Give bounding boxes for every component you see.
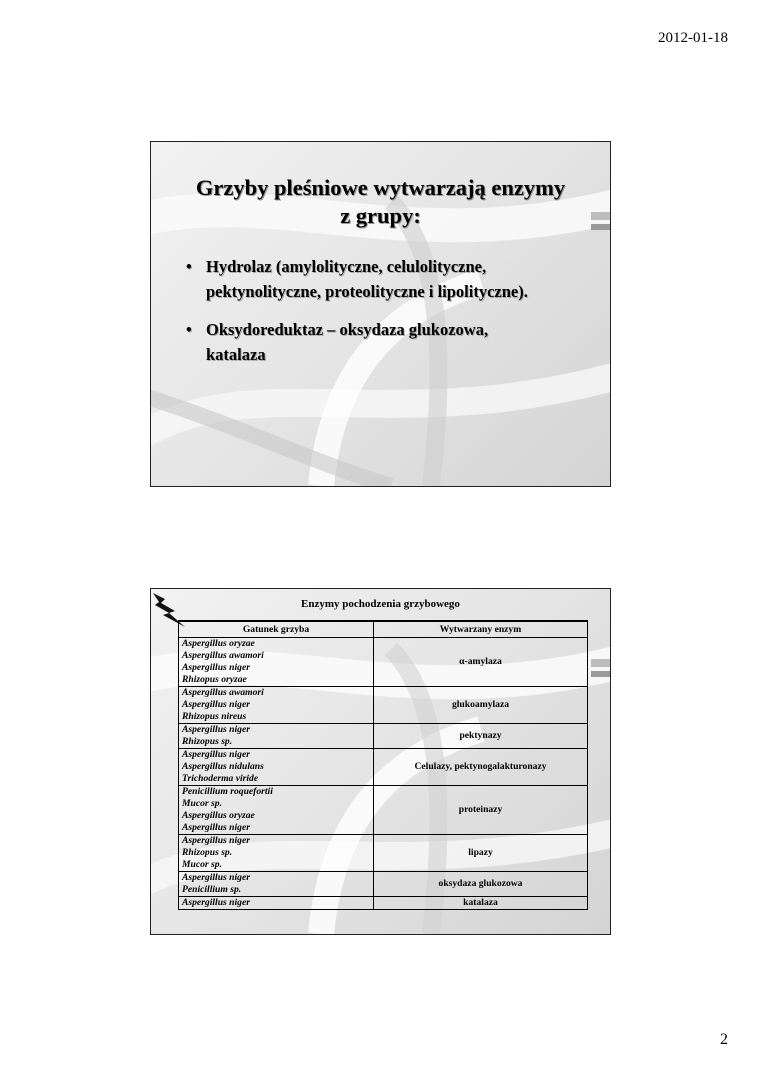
genus-name: Aspergillus niger [182, 724, 250, 735]
table-title: Enzymy pochodzenia grzybowego [301, 598, 460, 610]
enzyme-cell: pektynazy [374, 724, 588, 749]
bullet-dot: • [186, 320, 192, 339]
genus-cell [179, 724, 374, 749]
genus-name: Rhizopus oryzae [182, 674, 247, 685]
genus-name: Rhizopus sp. [182, 847, 233, 858]
genus-cell [179, 687, 374, 724]
table-row [179, 835, 588, 872]
page-date: 2012-01-18 [658, 30, 728, 46]
table-row [179, 724, 588, 749]
genus-cell [179, 786, 374, 835]
slide-1 [150, 141, 611, 487]
table-row [179, 687, 588, 724]
enzyme-cell: proteinazy [374, 786, 588, 835]
enzyme-cell: katalaza [374, 897, 588, 910]
genus-cell [179, 872, 374, 897]
genus-cell [179, 835, 374, 872]
table-row [179, 897, 588, 910]
table-header-row [179, 621, 588, 638]
genus-name: Aspergillus niger [182, 699, 250, 710]
genus-name: Aspergillus awamori [182, 687, 264, 698]
genus-name: Aspergillus niger [182, 897, 250, 908]
bullet-line: katalaza [206, 345, 266, 364]
genus-name: Aspergillus awamori [182, 650, 264, 661]
genus-name: Mucor sp. [182, 859, 222, 870]
enzyme-cell: α-amylaza [374, 638, 588, 687]
table-row [179, 749, 588, 786]
enzyme-cell: oksydaza glukozowa [374, 872, 588, 897]
bullet-line: Hydrolaz (amylolityczne, celulolityczne, [206, 257, 487, 276]
table-row [179, 872, 588, 897]
enzyme-table [178, 620, 588, 910]
bullet-item [186, 317, 590, 367]
slide-2 [150, 588, 611, 935]
genus-cell [179, 749, 374, 786]
genus-name: Rhizopus sp. [182, 736, 233, 747]
genus-name: Aspergillus niger [182, 872, 250, 883]
slide-1-title [151, 174, 610, 230]
slide-1-title-line: z grupy: [340, 203, 421, 228]
slide-1-bullet-list [186, 254, 590, 380]
genus-name: Rhizopus nireus [182, 711, 247, 722]
page-number: 2 [720, 1031, 728, 1048]
enzyme-cell: Celulazy, pektynogalakturonazy [374, 749, 588, 786]
genus-name: Penicillium sp. [182, 884, 242, 895]
genus-name: Aspergillus niger [182, 662, 250, 673]
genus-name: Mucor sp. [182, 798, 222, 809]
genus-cell [179, 897, 374, 910]
table-row [179, 786, 588, 835]
genus-name: Aspergillus niger [182, 749, 250, 760]
enzyme-cell: glukoamylaza [374, 687, 588, 724]
bullet-item [186, 254, 590, 304]
slide-1-title-line: Grzyby pleśniowe wytwarzają enzymy [195, 175, 566, 200]
bullet-line: Oksydoreduktaz – oksydaza glukozowa, [206, 320, 489, 339]
genus-name: Penicillium roquefortii [182, 786, 273, 797]
genus-name: Aspergillus oryzae [182, 638, 255, 649]
genus-name: Aspergillus oryzae [182, 810, 255, 821]
genus-name: Trichoderma viride [182, 773, 259, 784]
bullet-dot: • [186, 257, 192, 276]
genus-name: Aspergillus nidulans [182, 761, 264, 772]
table-body [179, 638, 588, 910]
genus-name: Aspergillus niger [182, 835, 250, 846]
column-header-enzyme: Wytwarzany enzym [374, 621, 588, 638]
genus-cell [179, 638, 374, 687]
bullet-line: pektynolityczne, proteolityczne i lipolityczne). [206, 282, 528, 301]
table-row [179, 638, 588, 687]
enzyme-cell: lipazy [374, 835, 588, 872]
column-header-genus: Gatunek grzyba [179, 621, 374, 638]
genus-name: Aspergillus niger [182, 822, 250, 833]
